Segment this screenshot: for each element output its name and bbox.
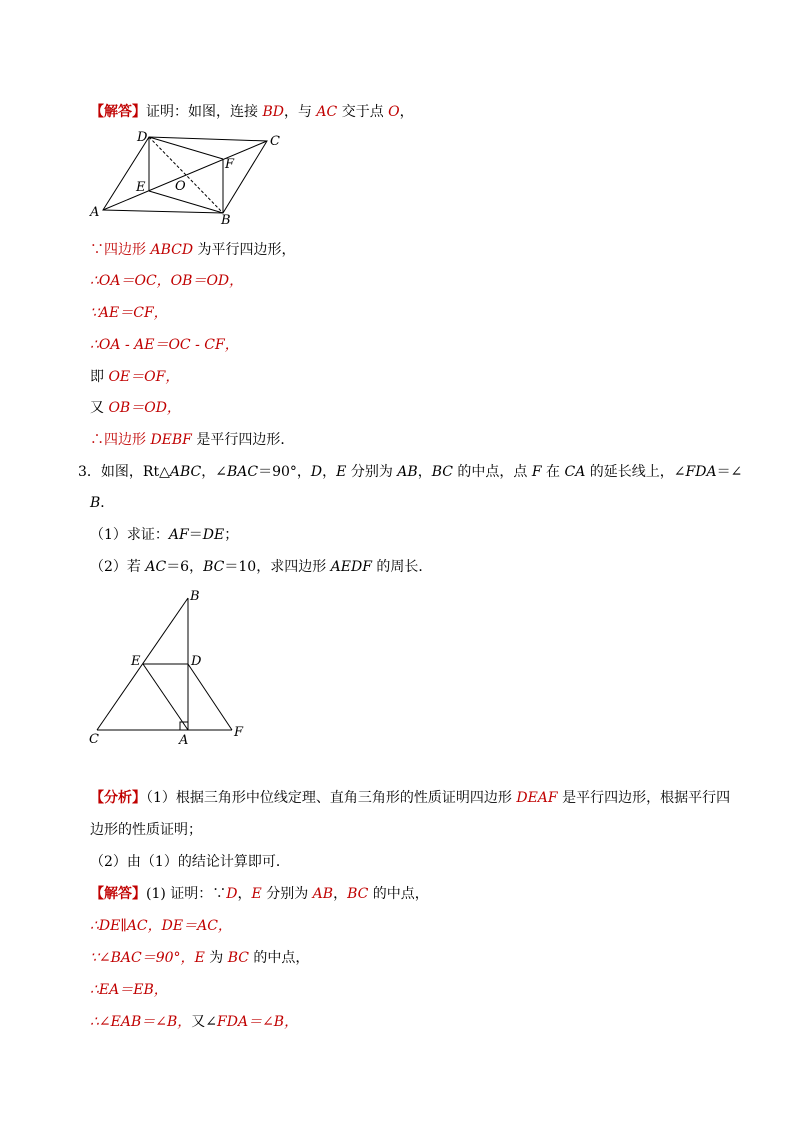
text: ， [399,104,414,120]
text: ， [333,886,348,902]
proof-line-8 [90,430,294,450]
text: DE [202,527,225,543]
label-f: F [234,725,244,740]
text: 为 [204,950,228,966]
label-o: O [175,179,186,194]
parallelogram-figure [85,128,285,228]
analysis-line-3: （2）由（1）的结论计算即可． [90,854,290,870]
text: ， [237,886,252,902]
text: AF [168,527,189,543]
text: BC [203,559,225,575]
answer-2-line-5 [90,1012,298,1032]
text: ＝6， [166,559,204,575]
answer-tag: 【解答】 [90,886,146,902]
shape-abcd: ABCD [150,242,194,258]
text: ∵∠BAC＝90°， [90,950,195,966]
text: 的中点， [248,950,310,966]
text: ，与 [283,104,317,120]
proof-line-5: ∴OA - AE＝OC - CF， [90,337,239,353]
text: ＝90°， [258,464,311,480]
label-d: D [137,130,148,145]
text: ， [322,464,337,480]
text: AC [145,559,167,575]
text: 的延长线上，∠ [585,464,686,480]
text: E [194,950,205,966]
diagonal-ac [103,141,267,210]
text: ＝∠ [716,464,743,480]
text: 即 [90,369,109,385]
text: 是平行四边形． [191,432,295,448]
text: BC [347,886,369,902]
text: FDA [217,1014,249,1030]
point-o: O [388,104,400,120]
analysis-line-2: 边形的性质证明； [90,822,202,838]
text: F [531,464,542,480]
text: 又∠ [191,1014,218,1030]
text: ∴四边形 [90,432,151,448]
segment-ea [143,664,188,730]
text: AB [312,886,334,902]
text: BC [431,464,453,480]
text: 为平行四边形， [193,242,296,258]
text: FDA [685,464,717,480]
text: AB [397,464,418,480]
text: 的周长． [371,559,433,575]
text: AEDF [330,559,372,575]
text: （1）求证： [90,527,169,543]
label-a: A [90,205,100,220]
text: OE＝OF， [108,369,180,385]
question-3-line-2 [90,493,114,513]
text: 交于点 [337,104,389,120]
text: 是平行四边形，根据平行四 [557,790,731,806]
label-e: E [136,180,146,195]
answer-2-line-3 [90,948,309,968]
segment-df [188,664,232,730]
question-3-part-1 [90,525,238,545]
proof-line-3: ∴OA＝OC，OB＝OD， [90,273,244,289]
proof-line-4: ∵AE＝CF， [90,305,168,321]
label-b: B [221,213,231,228]
text: BAC [226,464,259,480]
answer-2-line-1 [90,884,429,904]
text: (1) 证明：∵ [146,886,227,902]
label-c: C [270,134,280,149]
text: 分别为 [346,464,398,480]
label-d: D [191,654,202,669]
question-3-line-1 [78,462,742,482]
text: 的中点， [368,886,429,902]
text: E [251,886,262,902]
text: ＝10，求四边形 [224,559,331,575]
triangle-figure [84,588,254,748]
text: ， [417,464,432,480]
answer-2-line-2: ∴DE∥AC，DE＝AC， [90,918,232,934]
label-f: F [225,157,235,172]
answer-tag: 【解答】 [90,104,146,120]
text: ＝∠B， [248,1014,299,1030]
text: ∵四边形 [90,242,151,258]
text: D [226,886,238,902]
text: OB＝OD， [108,400,181,416]
text: CA [564,464,586,480]
text: ． [100,495,115,511]
shape-deaf: DEAF [516,790,558,806]
text: ，∠ [201,464,227,480]
text: 又 [90,400,109,416]
text: D [310,464,323,480]
text: 3．如图，Rt△ [78,464,170,480]
segment-ac: AC [316,104,338,120]
question-3-part-2 [90,557,432,577]
text: （1）根据三角形中位线定理、直角三角形的性质证明四边形 [146,790,517,806]
text: BC [227,950,249,966]
label-a: A [179,733,189,748]
proof-line-6 [90,367,179,387]
text: ＝ [188,527,203,543]
label-b: B [190,589,200,604]
shape-debf: DEBF [150,432,192,448]
proof-line-7 [90,398,181,418]
text: 分别为 [261,886,313,902]
segment-bd: BD [262,104,284,120]
text: ； [224,527,239,543]
text: ABC [169,464,202,480]
answer-line-1 [90,102,414,122]
label-c: C [89,732,99,747]
answer-2-line-4: ∴EA＝EB， [90,982,168,998]
text: ∴∠EAB＝∠B， [90,1014,192,1030]
proof-line-2 [90,240,296,260]
text: E [336,464,347,480]
text: 的中点，点 [452,464,532,480]
analysis-line-1 [90,788,730,808]
text: （2）若 [90,559,146,575]
text: 在 [541,464,565,480]
text: 证明：如图，连接 [146,104,263,120]
text: B [90,495,101,511]
label-e: E [131,654,141,669]
analysis-tag: 【分析】 [90,790,146,806]
